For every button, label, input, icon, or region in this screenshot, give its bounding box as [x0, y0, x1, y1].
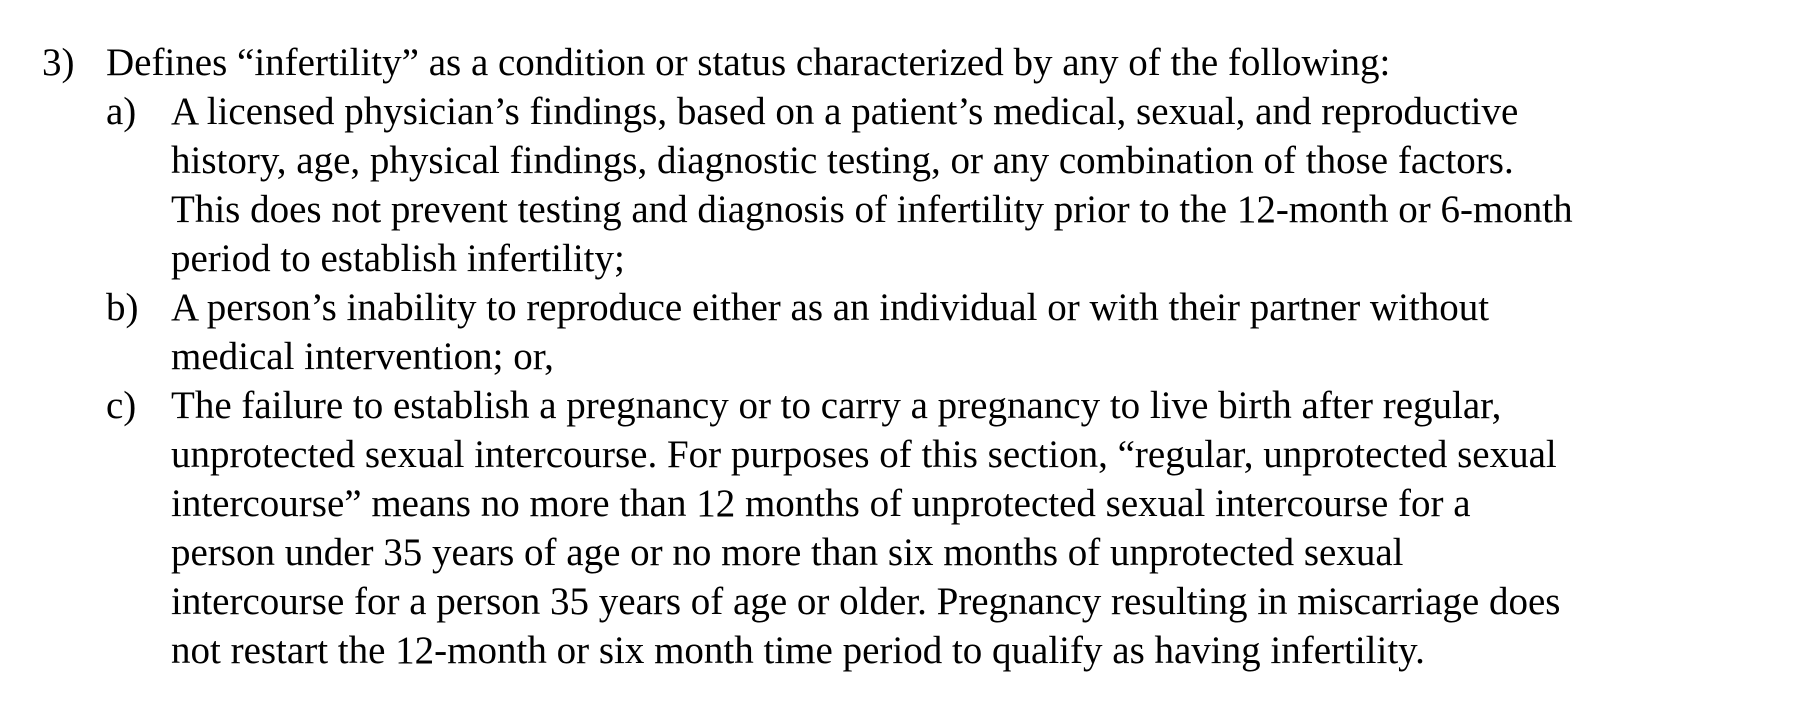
- item-intro-line: Defines “infertility” as a condition or status characterized by any of the following:: [106, 41, 1391, 84]
- subitem-b-line: medical intervention; or,: [171, 335, 554, 378]
- subitem-c-line: not restart the 12-month or six month time period to qualify as having infertility.: [171, 629, 1425, 672]
- subitem-c-line: intercourse for a person 35 years of age or older. Pregnancy resulting in miscarriage does: [171, 580, 1561, 623]
- subitem-a-line: period to establish infertility;: [171, 237, 625, 280]
- subitem-a-line: A licensed physician’s findings, based on a patient’s medical, sexual, and reproductive: [171, 90, 1519, 133]
- subitem-a-line: This does not prevent testing and diagnosis of infertility prior to the 12-month or 6-month: [171, 188, 1573, 231]
- subitem-c-line: person under 35 years of age or no more than six months of unprotected sexual: [171, 531, 1404, 574]
- subitem-c-line: unprotected sexual intercourse. For purposes of this section, “regular, unprotected sexual: [171, 433, 1557, 476]
- subitem-c-line: The failure to establish a pregnancy or to carry a pregnancy to live birth after regular,: [171, 384, 1502, 427]
- subitem-b-marker: b): [106, 286, 139, 329]
- item-number: 3): [42, 41, 75, 84]
- subitem-b-line: A person’s inability to reproduce either as an individual or with their partner without: [171, 286, 1490, 329]
- subitem-c-line: intercourse” means no more than 12 months of unprotected sexual intercourse for a: [171, 482, 1471, 525]
- subitem-a-line: history, age, physical findings, diagnostic testing, or any combination of those factors.: [171, 139, 1514, 182]
- subitem-c-marker: c): [106, 384, 137, 427]
- subitem-a-marker: a): [106, 90, 137, 133]
